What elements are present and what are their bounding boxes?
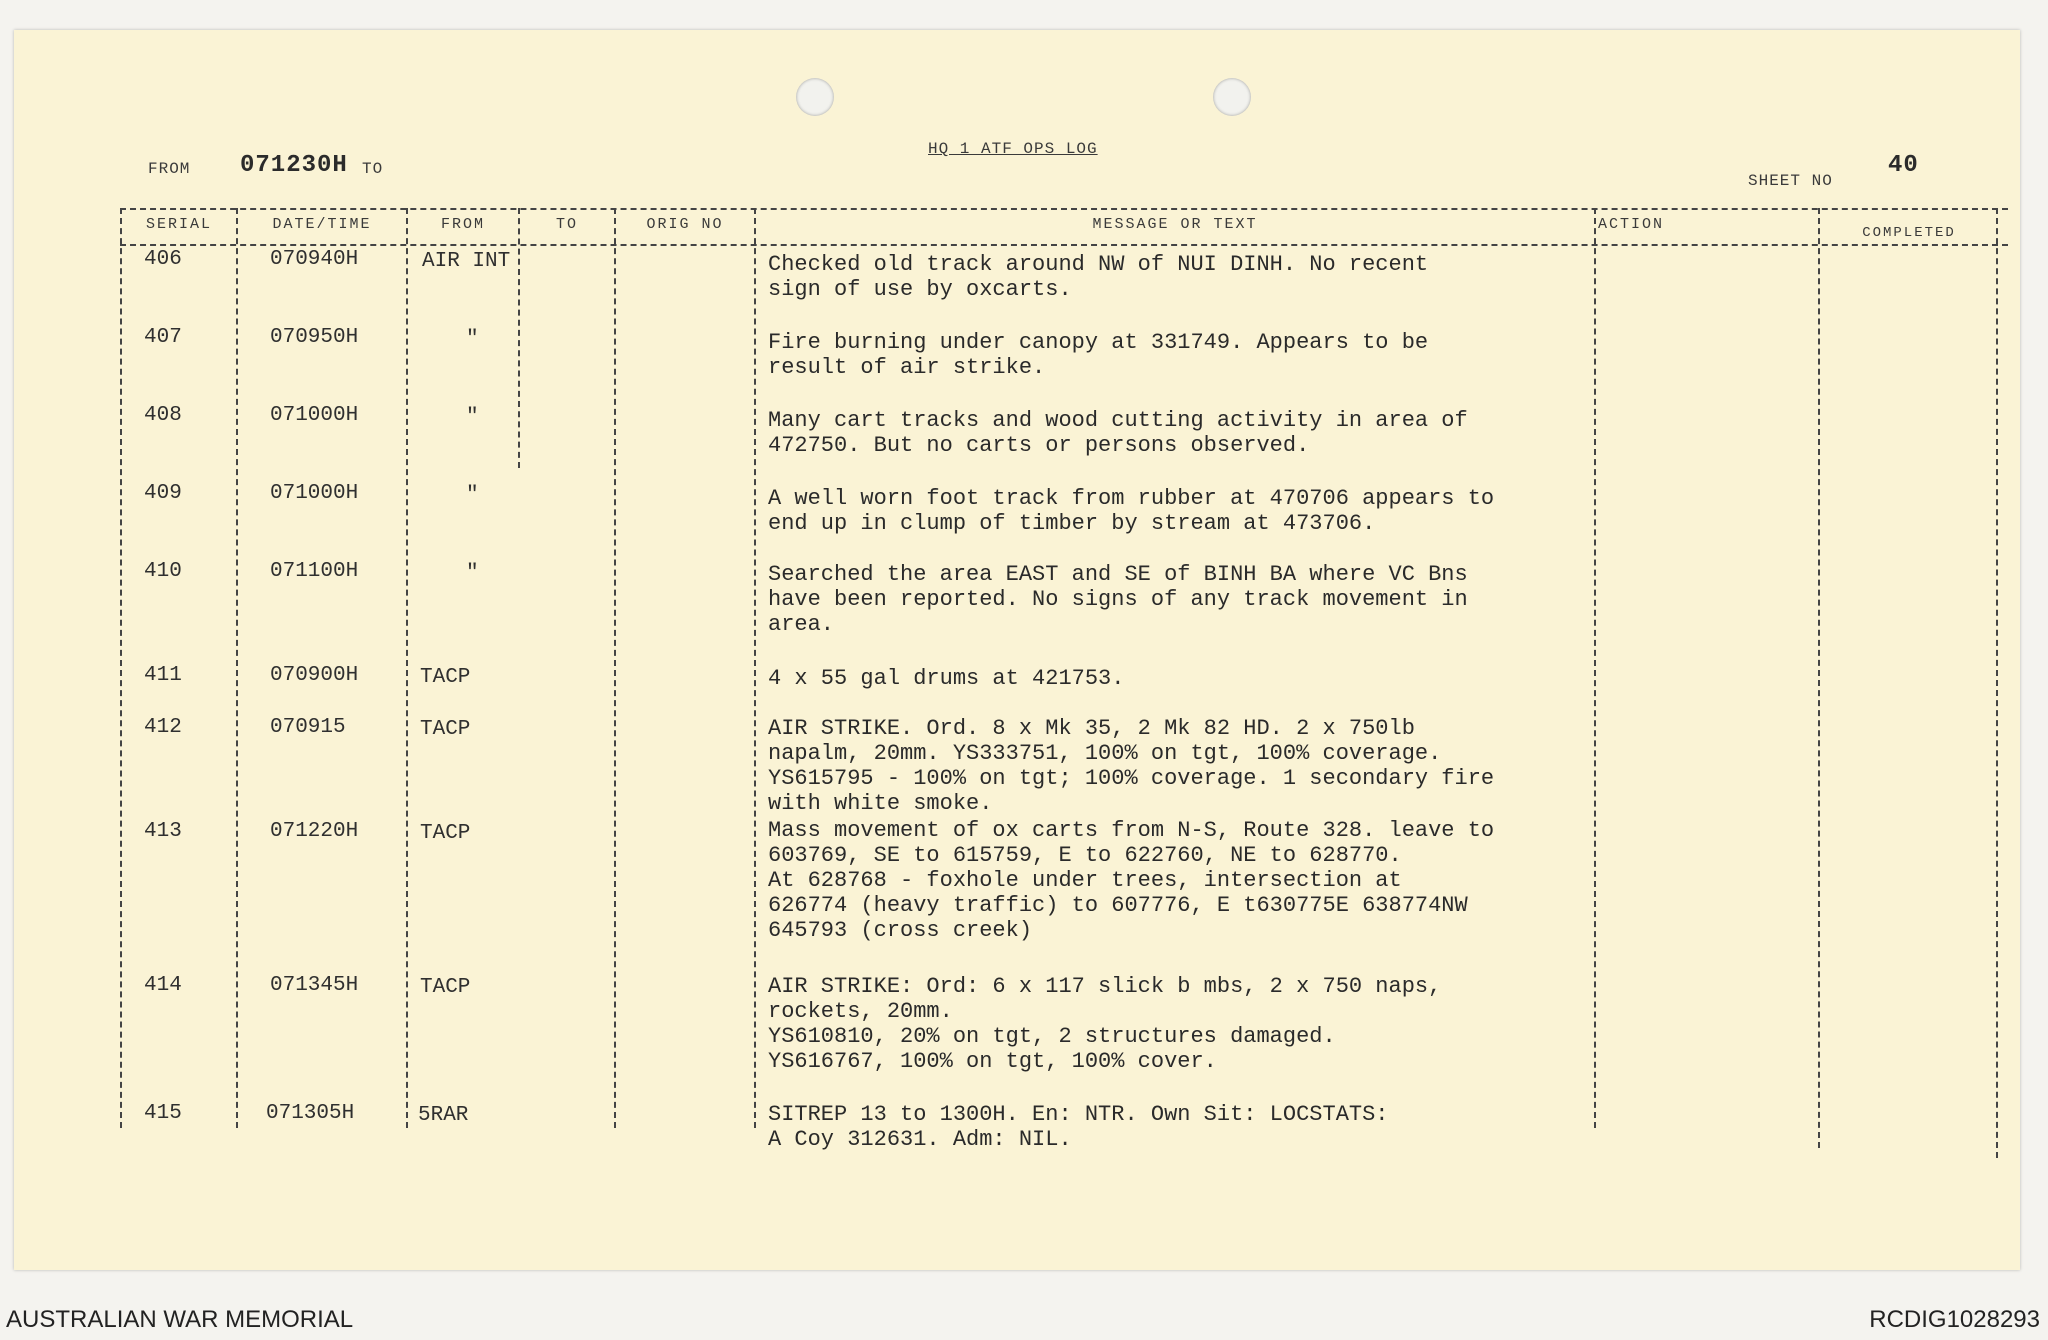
- col-header-action: ACTION: [1598, 216, 1665, 233]
- row-datetime: 071220H: [270, 820, 359, 843]
- row-from: ": [466, 328, 479, 351]
- col-header-serial: SERIAL: [145, 216, 212, 233]
- col-header-datetime: DATE/TIME: [272, 216, 372, 233]
- row-serial: 414: [144, 974, 182, 997]
- row-serial: 412: [144, 716, 182, 739]
- sheet-label: SHEET NO: [1748, 172, 1833, 190]
- row-from: TACP: [420, 718, 471, 741]
- row-message: Searched the area EAST and SE of BINH BA where VC Bns have been reported. No signs of any track movement in area.: [768, 562, 1468, 637]
- table-header-rule: [120, 244, 2008, 246]
- row-from: AIR INT: [422, 250, 511, 273]
- from-value: 071230H: [240, 152, 348, 179]
- column-rule: [406, 208, 408, 1128]
- footer-record-id: RCDIG1028293: [1869, 1306, 2040, 1333]
- row-serial: 407: [144, 326, 182, 349]
- to-label: TO: [362, 160, 384, 178]
- column-rule: [120, 208, 122, 1128]
- row-message: 4 x 55 gal drums at 421753.: [768, 666, 1125, 691]
- row-datetime: 071000H: [270, 482, 359, 505]
- row-message: AIR STRIKE. Ord. 8 x Mk 35, 2 Mk 82 HD. 2 x 750lb napalm, 20mm. YS333751, 100% on tgt, 100% coverage. YS615795 - 100% on tgt; 100% coverage. 1 secondary fire with white smoke.: [768, 716, 1495, 816]
- footer-institution: AUSTRALIAN WAR MEMORIAL: [6, 1306, 354, 1333]
- sheet-number: 40: [1888, 152, 1919, 179]
- column-rule: [1818, 208, 1820, 1148]
- log-title: HQ 1 ATF OPS LOG: [928, 140, 1098, 158]
- col-header-to: TO: [555, 216, 578, 233]
- column-rule: [236, 208, 238, 1128]
- row-serial: 413: [144, 820, 182, 843]
- column-rule: [614, 208, 616, 1128]
- punch-hole-right: [1213, 78, 1251, 116]
- row-datetime: 070940H: [270, 248, 359, 271]
- row-serial: 410: [144, 560, 182, 583]
- row-datetime: 071305H: [266, 1102, 355, 1125]
- from-label: FROM: [148, 160, 191, 178]
- row-datetime: 071345H: [270, 974, 359, 997]
- row-from: TACP: [420, 976, 471, 999]
- row-datetime: 071000H: [270, 404, 359, 427]
- row-message: Mass movement of ox carts from N-S, Route 328. leave to 603769, SE to 615759, E to 622760, NE to 628770. At 628768 - foxhole under trees, intersection at 626774 (heavy traffic) to 607776, E t630775E 638774NW 645793 (cross creek): [768, 818, 1495, 943]
- col-header-message: MESSAGE OR TEXT: [1092, 216, 1258, 233]
- row-datetime: 070915: [270, 716, 346, 739]
- col-header-completed: COMPLETED: [1862, 225, 1956, 241]
- row-from: TACP: [420, 666, 471, 689]
- column-rule: [754, 208, 756, 1128]
- row-serial: 408: [144, 404, 182, 427]
- column-rule: [1996, 208, 1998, 1158]
- row-message: Many cart tracks and wood cutting activity in area of 472750. But no carts or persons observed.: [768, 408, 1468, 458]
- row-serial: 406: [144, 248, 182, 271]
- row-serial: 415: [144, 1102, 182, 1125]
- row-from: TACP: [420, 822, 471, 845]
- column-rule: [518, 208, 520, 468]
- row-from: ": [466, 406, 479, 429]
- row-datetime: 071100H: [270, 560, 359, 583]
- row-from: ": [466, 484, 479, 507]
- row-serial: 409: [144, 482, 182, 505]
- col-header-orig-no: ORIG NO: [646, 216, 724, 233]
- row-message: SITREP 13 to 1300H. En: NTR. Own Sit: LOCSTATS: A Coy 312631. Adm: NIL.: [768, 1102, 1389, 1152]
- row-from: ": [466, 562, 479, 585]
- row-message: A well worn foot track from rubber at 470706 appears to end up in clump of timber by stream at 473706.: [768, 486, 1495, 536]
- punch-hole-left: [796, 78, 834, 116]
- row-message: Fire burning under canopy at 331749. Appears to be result of air strike.: [768, 330, 1429, 380]
- row-message: Checked old track around NW of NUI DINH. No recent sign of use by oxcarts.: [768, 252, 1429, 302]
- table-top-rule: [120, 208, 2008, 210]
- row-datetime: 070950H: [270, 326, 359, 349]
- row-datetime: 070900H: [270, 664, 359, 687]
- row-from: 5RAR: [418, 1104, 469, 1127]
- col-header-from: FROM: [440, 216, 485, 233]
- row-message: AIR STRIKE: Ord: 6 x 117 slick b mbs, 2 x 750 naps, rockets, 20mm. YS610810, 20% on tgt, 2 structures damaged. YS616767, 100% on tgt, 100% cover.: [768, 974, 1442, 1074]
- row-serial: 411: [144, 664, 182, 687]
